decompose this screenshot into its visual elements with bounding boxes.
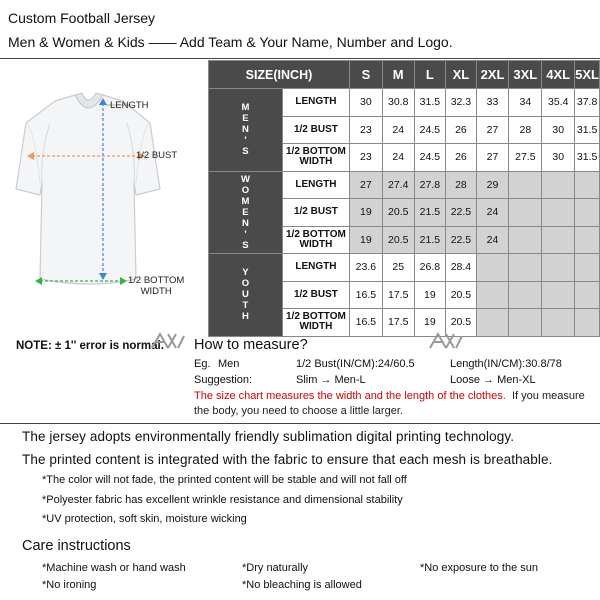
size-value-cell: 24 (476, 226, 509, 254)
example-who: Men (218, 358, 240, 370)
size-value-cell: 37.8 (575, 89, 600, 117)
measure-label: LENGTH (282, 171, 349, 199)
size-value-cell: 27 (349, 171, 382, 199)
measure-label: 1/2 BUST (282, 199, 349, 227)
jersey-illustration (0, 63, 193, 358)
size-value-cell: 30 (542, 116, 575, 144)
size-value-cell (476, 309, 509, 337)
size-value-cell (542, 309, 575, 337)
size-group-text: Y O U T H (241, 267, 250, 323)
size-value-cell: 26 (446, 116, 476, 144)
size-value-cell: 31.5 (414, 89, 446, 117)
size-col-header: S (349, 61, 382, 89)
size-header-label: SIZE(INCH) (209, 61, 350, 89)
table-row (209, 171, 600, 199)
size-group-text: M E N ' S (241, 102, 250, 158)
size-value-cell (476, 254, 509, 282)
table-row (209, 89, 600, 117)
care-item: *Dry naturally (242, 562, 309, 574)
size-value-cell: 26.8 (414, 254, 446, 282)
size-value-cell: 16.5 (349, 281, 382, 309)
size-value-cell: 20.5 (446, 281, 476, 309)
size-value-cell: 30 (542, 144, 575, 172)
measure-label: LENGTH (282, 254, 349, 282)
size-value-cell: 19 (414, 281, 446, 309)
size-value-cell: 30 (349, 89, 382, 117)
size-value-cell: 21.5 (414, 226, 446, 254)
size-col-header: 2XL (476, 61, 509, 89)
length-label: LENGTH (110, 100, 149, 111)
example-length: Length(IN/CM):30.8/78 (450, 358, 562, 370)
measure-label: LENGTH (282, 89, 349, 117)
size-col-header: M (382, 61, 414, 89)
size-value-cell: 16.5 (349, 309, 382, 337)
size-value-cell: 24 (382, 116, 414, 144)
size-value-cell (509, 226, 542, 254)
size-value-cell: 20.5 (382, 226, 414, 254)
page-title: Custom Football Jersey (8, 10, 156, 26)
size-group-text: W O M E N ' S (240, 173, 250, 251)
size-value-cell (542, 254, 575, 282)
measure-note-red: The size chart measures the width and the length of the clothes. (194, 390, 506, 402)
size-value-cell (542, 226, 575, 254)
measure-label: 1/2 BUST (282, 281, 349, 309)
size-value-cell: 26 (446, 144, 476, 172)
divider-top (0, 58, 600, 59)
size-group-label (209, 254, 283, 337)
size-value-cell (542, 171, 575, 199)
divider-bottom (0, 423, 600, 424)
size-value-cell (509, 254, 542, 282)
size-value-cell: 19 (349, 199, 382, 227)
size-value-cell: 31.5 (575, 116, 600, 144)
measure-label: 1/2 BOTTOM WIDTH (282, 144, 349, 172)
size-value-cell: 21.5 (414, 199, 446, 227)
size-value-cell: 27 (476, 144, 509, 172)
size-value-cell: 24.5 (414, 116, 446, 144)
size-value-cell: 28.4 (446, 254, 476, 282)
table-row (209, 254, 600, 282)
size-value-cell (542, 281, 575, 309)
size-value-cell (575, 309, 600, 337)
size-value-cell: 28 (446, 171, 476, 199)
feature-bullet: *Polyester fabric has excellent wrinkle resistance and dimensional stability (42, 494, 403, 506)
care-item: *No bleaching is allowed (242, 579, 362, 591)
size-value-cell: 24 (382, 144, 414, 172)
loose-suggestion: Loose → Men-XL (450, 374, 536, 386)
page-subtitle: Men & Women & Kids —— Add Team & Your Name, Number and Logo. (8, 34, 453, 50)
measure-label: 1/2 BUST (282, 116, 349, 144)
care-item: *Machine wash or hand wash (42, 562, 186, 574)
size-value-cell: 19 (414, 309, 446, 337)
size-group-label (209, 89, 283, 172)
measure-note-black-2: the body, you need to choose a little larger. (194, 405, 403, 417)
measure-title: How to measure? (194, 337, 308, 353)
size-value-cell (575, 254, 600, 282)
size-col-header: L (414, 61, 446, 89)
size-value-cell: 23 (349, 116, 382, 144)
size-value-cell (509, 281, 542, 309)
description-line-2: The printed content is integrated with the fabric to ensure that each mesh is breathable. (22, 452, 553, 467)
size-value-cell: 20.5 (446, 309, 476, 337)
size-chart-table (208, 60, 600, 337)
size-value-cell: 27.8 (414, 171, 446, 199)
suggestion-label: Suggestion: (194, 374, 253, 386)
size-value-cell (509, 171, 542, 199)
size-col-header: XL (446, 61, 476, 89)
size-value-cell: 30.8 (382, 89, 414, 117)
jersey-icon (0, 63, 193, 358)
error-note: NOTE: ± 1'' error is normal. (16, 340, 164, 352)
size-value-cell (542, 199, 575, 227)
care-title: Care instructions (22, 538, 131, 554)
size-value-cell: 24.5 (414, 144, 446, 172)
measure-label: 1/2 BOTTOM WIDTH (282, 226, 349, 254)
size-value-cell (509, 199, 542, 227)
size-value-cell: 29 (476, 171, 509, 199)
slim-suggestion: Slim → Men-L (296, 374, 366, 386)
size-value-cell (476, 281, 509, 309)
size-value-cell: 23 (349, 144, 382, 172)
size-value-cell: 20.5 (382, 199, 414, 227)
care-item: *No exposure to the sun (420, 562, 539, 574)
feature-bullet: *UV protection, soft skin, moisture wicking (42, 513, 247, 525)
size-value-cell: 22.5 (446, 199, 476, 227)
size-col-header: 3XL (509, 61, 542, 89)
size-value-cell (575, 226, 600, 254)
size-value-cell (575, 199, 600, 227)
size-value-cell: 27.4 (382, 171, 414, 199)
size-value-cell: 23.6 (349, 254, 382, 282)
example-label: Eg. (194, 358, 211, 370)
size-value-cell: 34 (509, 89, 542, 117)
feature-bullet: *The color will not fade, the printed content will be stable and will not fall off (42, 474, 407, 486)
size-value-cell: 17.5 (382, 281, 414, 309)
measure-note-black-1: If you measure (512, 390, 585, 402)
brand-logo-icon (428, 330, 464, 352)
size-group-label (209, 171, 283, 254)
size-value-cell: 35.4 (542, 89, 575, 117)
size-value-cell: 17.5 (382, 309, 414, 337)
size-value-cell (575, 281, 600, 309)
size-value-cell: 24 (476, 199, 509, 227)
size-value-cell: 33 (476, 89, 509, 117)
size-value-cell: 25 (382, 254, 414, 282)
example-bust: 1/2 Bust(IN/CM):24/60.5 (296, 358, 415, 370)
size-value-cell: 32.3 (446, 89, 476, 117)
size-value-cell: 19 (349, 226, 382, 254)
description-line-1: The jersey adopts environmentally friendly sublimation digital printing technology. (22, 429, 515, 444)
size-value-cell: 28 (509, 116, 542, 144)
size-value-cell (575, 171, 600, 199)
bottom-width-label: 1/2 BOTTOM WIDTH (128, 275, 185, 297)
size-value-cell (509, 309, 542, 337)
size-col-header: 5XL (575, 61, 600, 89)
size-value-cell: 27.5 (509, 144, 542, 172)
care-item: *No ironing (42, 579, 97, 591)
size-value-cell: 31.5 (575, 144, 600, 172)
bust-label: 1/2 BUST (136, 150, 178, 161)
measure-label: 1/2 BOTTOM WIDTH (282, 309, 349, 337)
brand-logo-icon (150, 330, 186, 352)
size-value-cell: 27 (476, 116, 509, 144)
size-col-header: 4XL (542, 61, 575, 89)
size-value-cell: 22.5 (446, 226, 476, 254)
